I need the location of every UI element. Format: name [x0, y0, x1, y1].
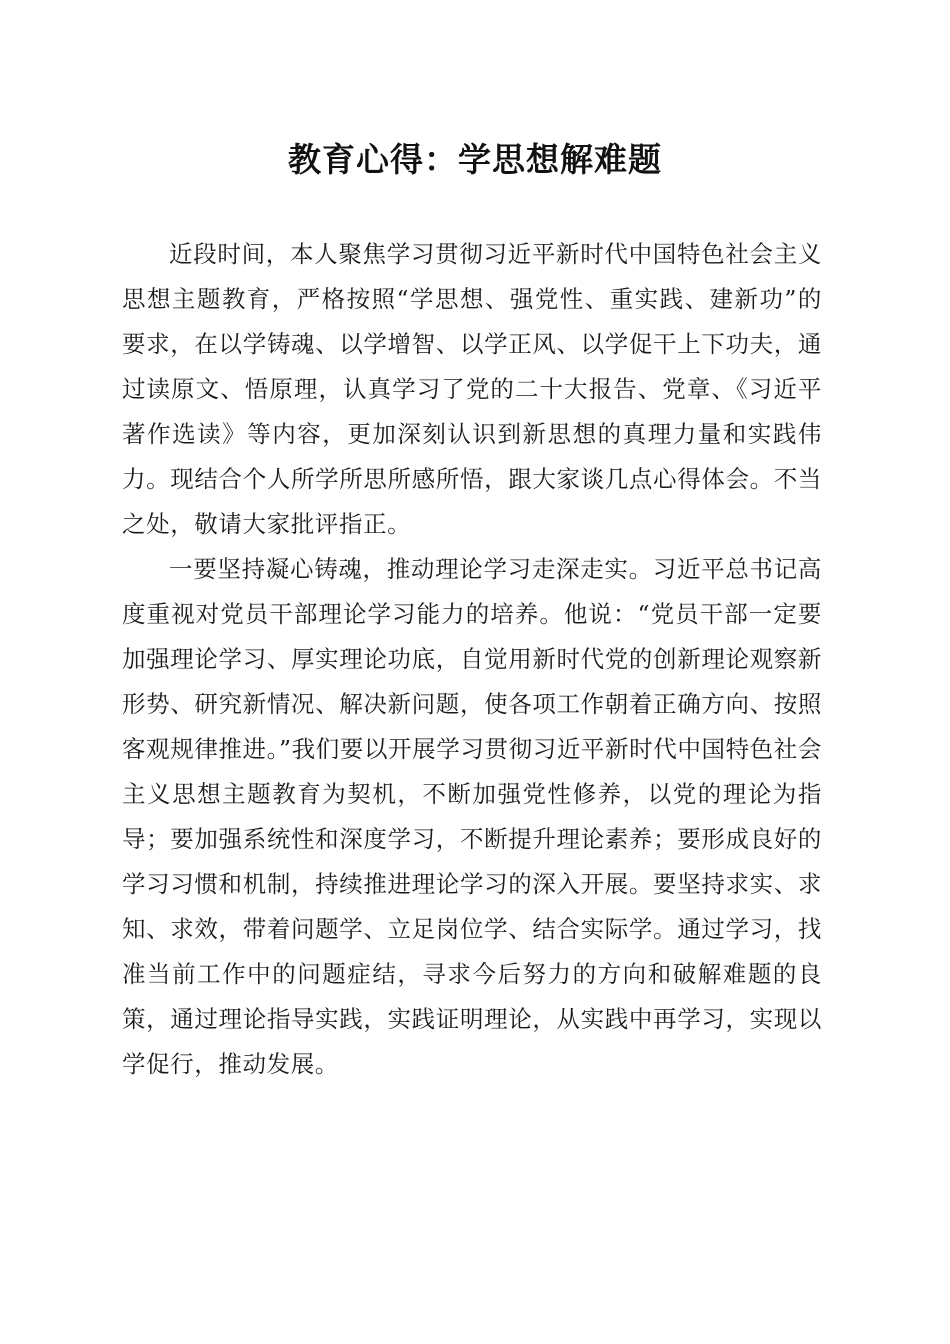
document-body	[122, 232, 822, 1087]
paragraph-intro: 近段时间，本人聚焦学习贯彻习近平新时代中国特色社会主义思想主题教育，严格按照“学思想、强党性、重实践、建新功”的要求，在以学铸魂、以学增智、以学正风、以学促干上下功夫，通过读原文、悟原理，认真学习了党的二十大报告、党章、《习近平著作选读》等内容，更加深刻认识到新思想的真理力量和实践伟力。现结合个人所学所思所感所悟，跟大家谈几点心得体会。不当之处，敬请大家批评指正。	[122, 240, 822, 538]
document-title: 教育心得：学思想解难题	[288, 140, 662, 179]
paragraph-point-one: 一要坚持凝心铸魂，推动理论学习走深走实。习近平总书记高度重视对党员干部理论学习能力的培养。他说：“党员干部一定要加强理论学习、厚实理论功底，自觉用新时代党的创新理论观察新形势、研究新情况、解决新问题，使各项工作朝着正确方向、按照客观规律推进。”我们要以开展学习贯彻习近平新时代中国特色社会主义思想主题教育为契机，不断加强党性修养，以党的理论为指导；要加强系统性和深度学习，不断提升理论素养；要形成良好的学习习惯和机制，持续推进理论学习的深入开展。要坚持求实、求知、求效，带着问题学、立足岗位学、结合实际学。通过学习，找准当前工作中的问题症结，寻求今后努力的方向和破解难题的良策，通过理论指导实践，实践证明理论，从实践中再学习，实现以学促行，推动发展。	[122, 555, 822, 1078]
